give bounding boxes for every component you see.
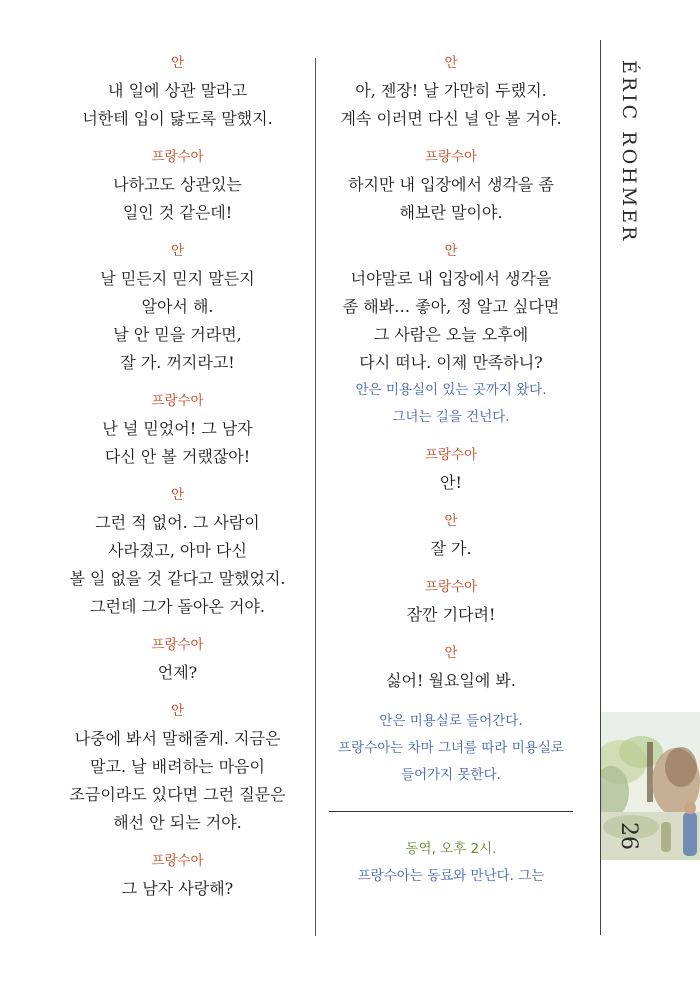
dialogue-block [325,444,577,497]
dialogue-block [325,52,577,133]
dialogue-block [40,850,315,903]
dialogue-line: 다신 안 볼 거랬잖아! [104,447,251,466]
dialogue-block [40,240,315,377]
dialogue-line: 잘 가. [430,539,472,558]
stage-block [325,708,577,789]
speaker-name: 프랑수아 [424,447,478,463]
dialogue-block [325,576,577,629]
dialogue-line: 난 널 믿었어! 그 남자 [102,419,253,438]
column-divider [315,58,316,936]
dialogue-block [325,146,577,227]
speaker-name: 안 [444,243,458,259]
dialogue-line: 알아서 해. [141,297,214,316]
dialogue-line: 싫어! 월요일에 봐. [386,671,516,690]
dialogue-line: 다시 떠나. 이제 만족하니? [359,353,543,372]
dialogue-block [40,484,315,621]
running-title: ÉRIC ROHMER [618,60,640,244]
stage-direction: 들어가지 못한다. [401,767,501,783]
dialogue-line: 해선 안 되는 거야. [113,813,242,832]
dialogue-line: 그 사람은 오늘 오후에 [373,325,529,344]
dialogue-line: 나중에 봐서 말해줄게. 지금은 [74,729,281,748]
dialogue-line: 사라졌고, 아마 다신 [108,541,247,560]
dialogue-block [40,52,315,133]
dialogue-block [40,146,315,227]
dialogue-line: 날 안 믿을 거라면, [113,325,242,344]
stage-direction: 프랑수아는 차마 그녀를 따라 미용실로 [338,740,564,756]
speaker-name: 프랑수아 [151,853,204,869]
speaker-name: 프랑수아 [151,637,204,653]
dialogue-line: 계속 이러면 다신 널 안 볼 거야. [340,109,562,128]
dialogue-line: 조금이라도 있다면 그런 질문은 [69,785,286,804]
speaker-name: 안 [170,703,185,719]
dialogue-line: 언제? [157,663,198,682]
speaker-name: 안 [170,487,185,503]
dialogue-block [40,390,315,471]
dialogue-line: 안! [440,473,462,492]
dialogue-line: 날 믿든지 믿지 말든지 [100,269,255,288]
speaker-name: 안 [444,55,458,71]
dialogue-line: 그런 적 없어. 그 사람이 [95,513,260,532]
dialogue-line: 하지만 내 입장에서 생각을 좀 [348,175,554,194]
dialogue-line: 잘 가. 꺼지라고! [120,353,235,372]
speaker-name: 안 [170,243,185,259]
dialogue-line: 좀 해봐… 좋아, 정 알고 싶다면 [342,297,560,316]
dialogue-line: 너한테 입이 닳도록 말했지. [82,109,273,128]
speaker-name: 안 [444,513,458,529]
speaker-name: 프랑수아 [151,393,204,409]
speaker-name: 안 [170,55,185,71]
dialogue-line: 볼 일 없을 것 같다고 말했었지. [69,569,286,588]
dialogue-block [40,634,315,687]
speaker-name: 안 [444,645,458,661]
scene-heading: 동역, 오후 2시. [405,841,497,857]
dialogue-line: 잠깐 기다려! [406,605,496,624]
speaker-name: 프랑수아 [424,149,478,165]
speaker-name: 프랑수아 [424,579,478,595]
stage-direction: 그녀는 길을 건넌다. [392,409,510,425]
left-column [40,52,315,916]
speaker-name: 프랑수아 [151,149,204,165]
dialogue-line: 해보란 말이야. [399,203,503,222]
stage-direction: 안은 미용실로 들어간다. [379,713,523,729]
dialogue-block [40,700,315,837]
dialogue-line: 그런데 그가 돌아온 거야. [90,597,265,616]
dialogue-line: 나하고도 상관있는 [113,175,242,194]
dialogue-block [325,642,577,695]
stage-direction: 프랑수아는 동료와 만난다. 그는 [357,868,545,884]
page-number: 26 [616,822,641,850]
right-column [325,52,577,890]
stage-direction: 안은 미용실이 있는 곳까지 왔다. [355,382,547,398]
dialogue-line: 너야말로 내 입장에서 생각을 [350,269,552,288]
dialogue-line: 내 일에 상관 말라고 [108,81,247,100]
dialogue-block [325,510,577,563]
dialogue-line: 말고. 날 배려하는 마음이 [90,757,265,776]
dialogue-line: 그 남자 사랑해? [121,879,234,898]
dialogue-line: 일인 것 같은데! [122,203,233,222]
scene-separator [329,811,573,812]
dialogue-block [325,240,577,431]
dialogue-line: 아, 젠장! 날 가만히 두랬지. [355,81,547,100]
